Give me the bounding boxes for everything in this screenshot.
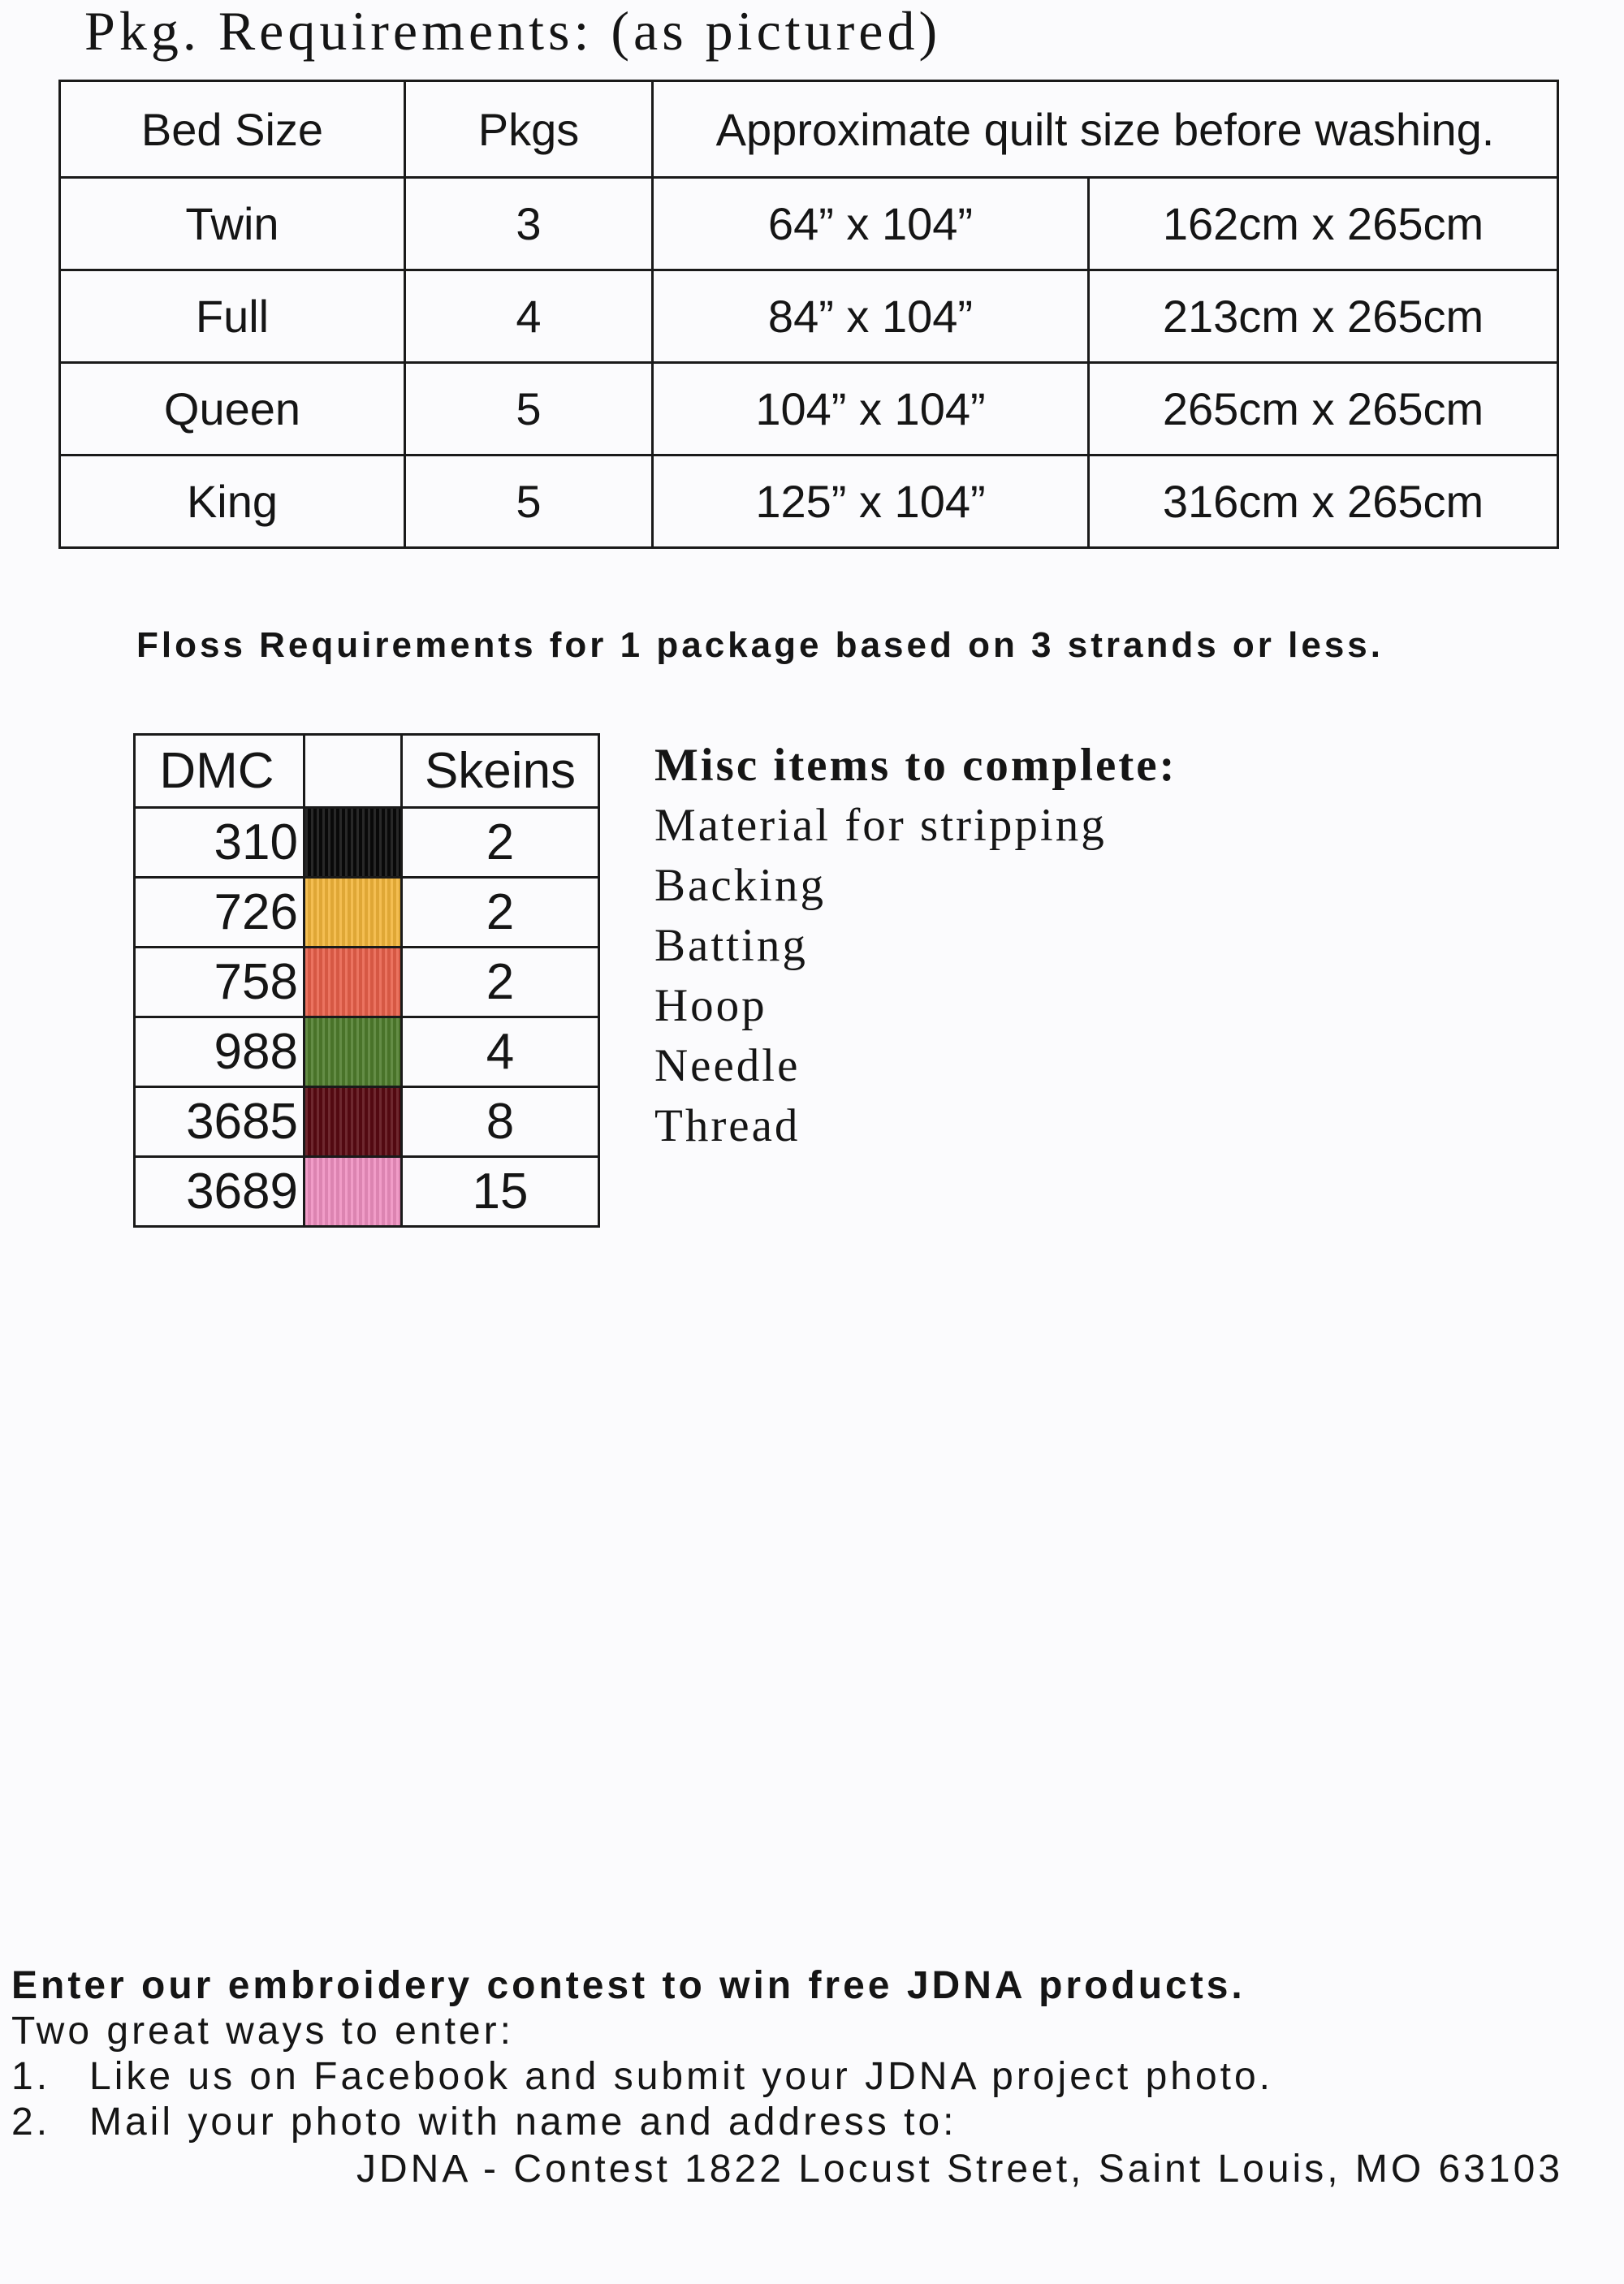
- dmc-number: 3689: [135, 1157, 304, 1227]
- table-row: [60, 270, 1558, 363]
- header-pkgs: Pkgs: [405, 81, 653, 178]
- header-skeins: Skeins: [402, 735, 599, 808]
- color-swatch-cell: [304, 1017, 402, 1087]
- contest-heading: Enter our embroidery contest to win free JDNA products.: [11, 1964, 1246, 2007]
- skeins-count: 4: [402, 1017, 599, 1087]
- step-number: 2.: [11, 2101, 51, 2144]
- misc-heading: Misc items to complete:: [654, 740, 1177, 791]
- pkgs-cell: 4: [405, 270, 653, 363]
- skeins-count: 2: [402, 878, 599, 948]
- size-cm-cell: 213cm x 265cm: [1089, 270, 1558, 363]
- list-item: Material for stripping: [654, 800, 1107, 851]
- contest-section: [11, 1963, 1603, 2192]
- color-swatch: [305, 879, 400, 946]
- step-text: Like us on Facebook and submit your JDNA project photo.: [89, 2055, 1274, 2098]
- color-swatch: [305, 1158, 400, 1225]
- step-text: Mail your photo with name and address to:: [89, 2101, 957, 2144]
- color-swatch-cell: [304, 1087, 402, 1157]
- list-item: Batting: [654, 920, 808, 971]
- step-number: 1.: [11, 2055, 51, 2098]
- table-header-row: [60, 81, 1558, 178]
- page-title: Pkg. Requirements: (as pictured): [84, 0, 942, 62]
- misc-items-list: [654, 796, 1223, 1156]
- size-cm-cell: 162cm x 265cm: [1089, 178, 1558, 270]
- size-cm-cell: 316cm x 265cm: [1089, 456, 1558, 548]
- header-color: [304, 735, 402, 808]
- size-inches-cell: 104” x 104”: [653, 363, 1089, 456]
- table-row: [135, 808, 599, 878]
- skeins-count: 15: [402, 1157, 599, 1227]
- bed-size-cell: Twin: [60, 178, 405, 270]
- skeins-count: 2: [402, 808, 599, 878]
- dmc-number: 988: [135, 1017, 304, 1087]
- color-swatch: [305, 1088, 400, 1155]
- header-quilt-size: Approximate quilt size before washing.: [653, 81, 1558, 178]
- color-swatch-cell: [304, 1157, 402, 1227]
- color-swatch: [305, 948, 400, 1016]
- list-item: Hoop: [654, 980, 767, 1031]
- skeins-count: 8: [402, 1087, 599, 1157]
- bed-size-cell: Queen: [60, 363, 405, 456]
- list-item: [11, 2100, 1603, 2145]
- floss-table: [133, 733, 600, 1228]
- table-row: [60, 363, 1558, 456]
- bed-size-cell: King: [60, 456, 405, 548]
- size-inches-cell: 125” x 104”: [653, 456, 1089, 548]
- dmc-number: 758: [135, 948, 304, 1017]
- dmc-number: 310: [135, 808, 304, 878]
- bed-size-table: [58, 80, 1559, 549]
- table-row: [135, 1157, 599, 1227]
- floss-requirements-title: Floss Requirements for 1 package based on 3 strands or less.: [136, 625, 1384, 665]
- dmc-number: 726: [135, 878, 304, 948]
- pkgs-cell: 3: [405, 178, 653, 270]
- list-item: [11, 2054, 1603, 2100]
- skeins-count: 2: [402, 948, 599, 1017]
- table-row: [135, 1017, 599, 1087]
- color-swatch: [305, 1018, 400, 1086]
- header-bed-size: Bed Size: [60, 81, 405, 178]
- color-swatch: [305, 809, 400, 876]
- table-row: [135, 1087, 599, 1157]
- color-swatch-cell: [304, 808, 402, 878]
- dmc-number: 3685: [135, 1087, 304, 1157]
- list-item: Thread: [654, 1100, 801, 1151]
- pkgs-cell: 5: [405, 456, 653, 548]
- contest-intro: Two great ways to enter:: [11, 2010, 514, 2053]
- color-swatch-cell: [304, 878, 402, 948]
- bed-size-cell: Full: [60, 270, 405, 363]
- contest-steps: [11, 2054, 1603, 2145]
- list-item: Needle: [654, 1040, 801, 1091]
- pkgs-cell: 5: [405, 363, 653, 456]
- table-row: [60, 456, 1558, 548]
- table-row: [135, 878, 599, 948]
- table-header-row: [135, 735, 599, 808]
- list-item: Backing: [654, 860, 826, 911]
- size-cm-cell: 265cm x 265cm: [1089, 363, 1558, 456]
- color-swatch-cell: [304, 948, 402, 1017]
- size-inches-cell: 64” x 104”: [653, 178, 1089, 270]
- misc-items-section: [654, 736, 1223, 1156]
- mailing-address: JDNA - Contest 1822 Locust Street, Saint Louis, MO 63103: [356, 2148, 1564, 2191]
- table-row: [60, 178, 1558, 270]
- table-row: [135, 948, 599, 1017]
- header-dmc: DMC: [135, 735, 304, 808]
- size-inches-cell: 84” x 104”: [653, 270, 1089, 363]
